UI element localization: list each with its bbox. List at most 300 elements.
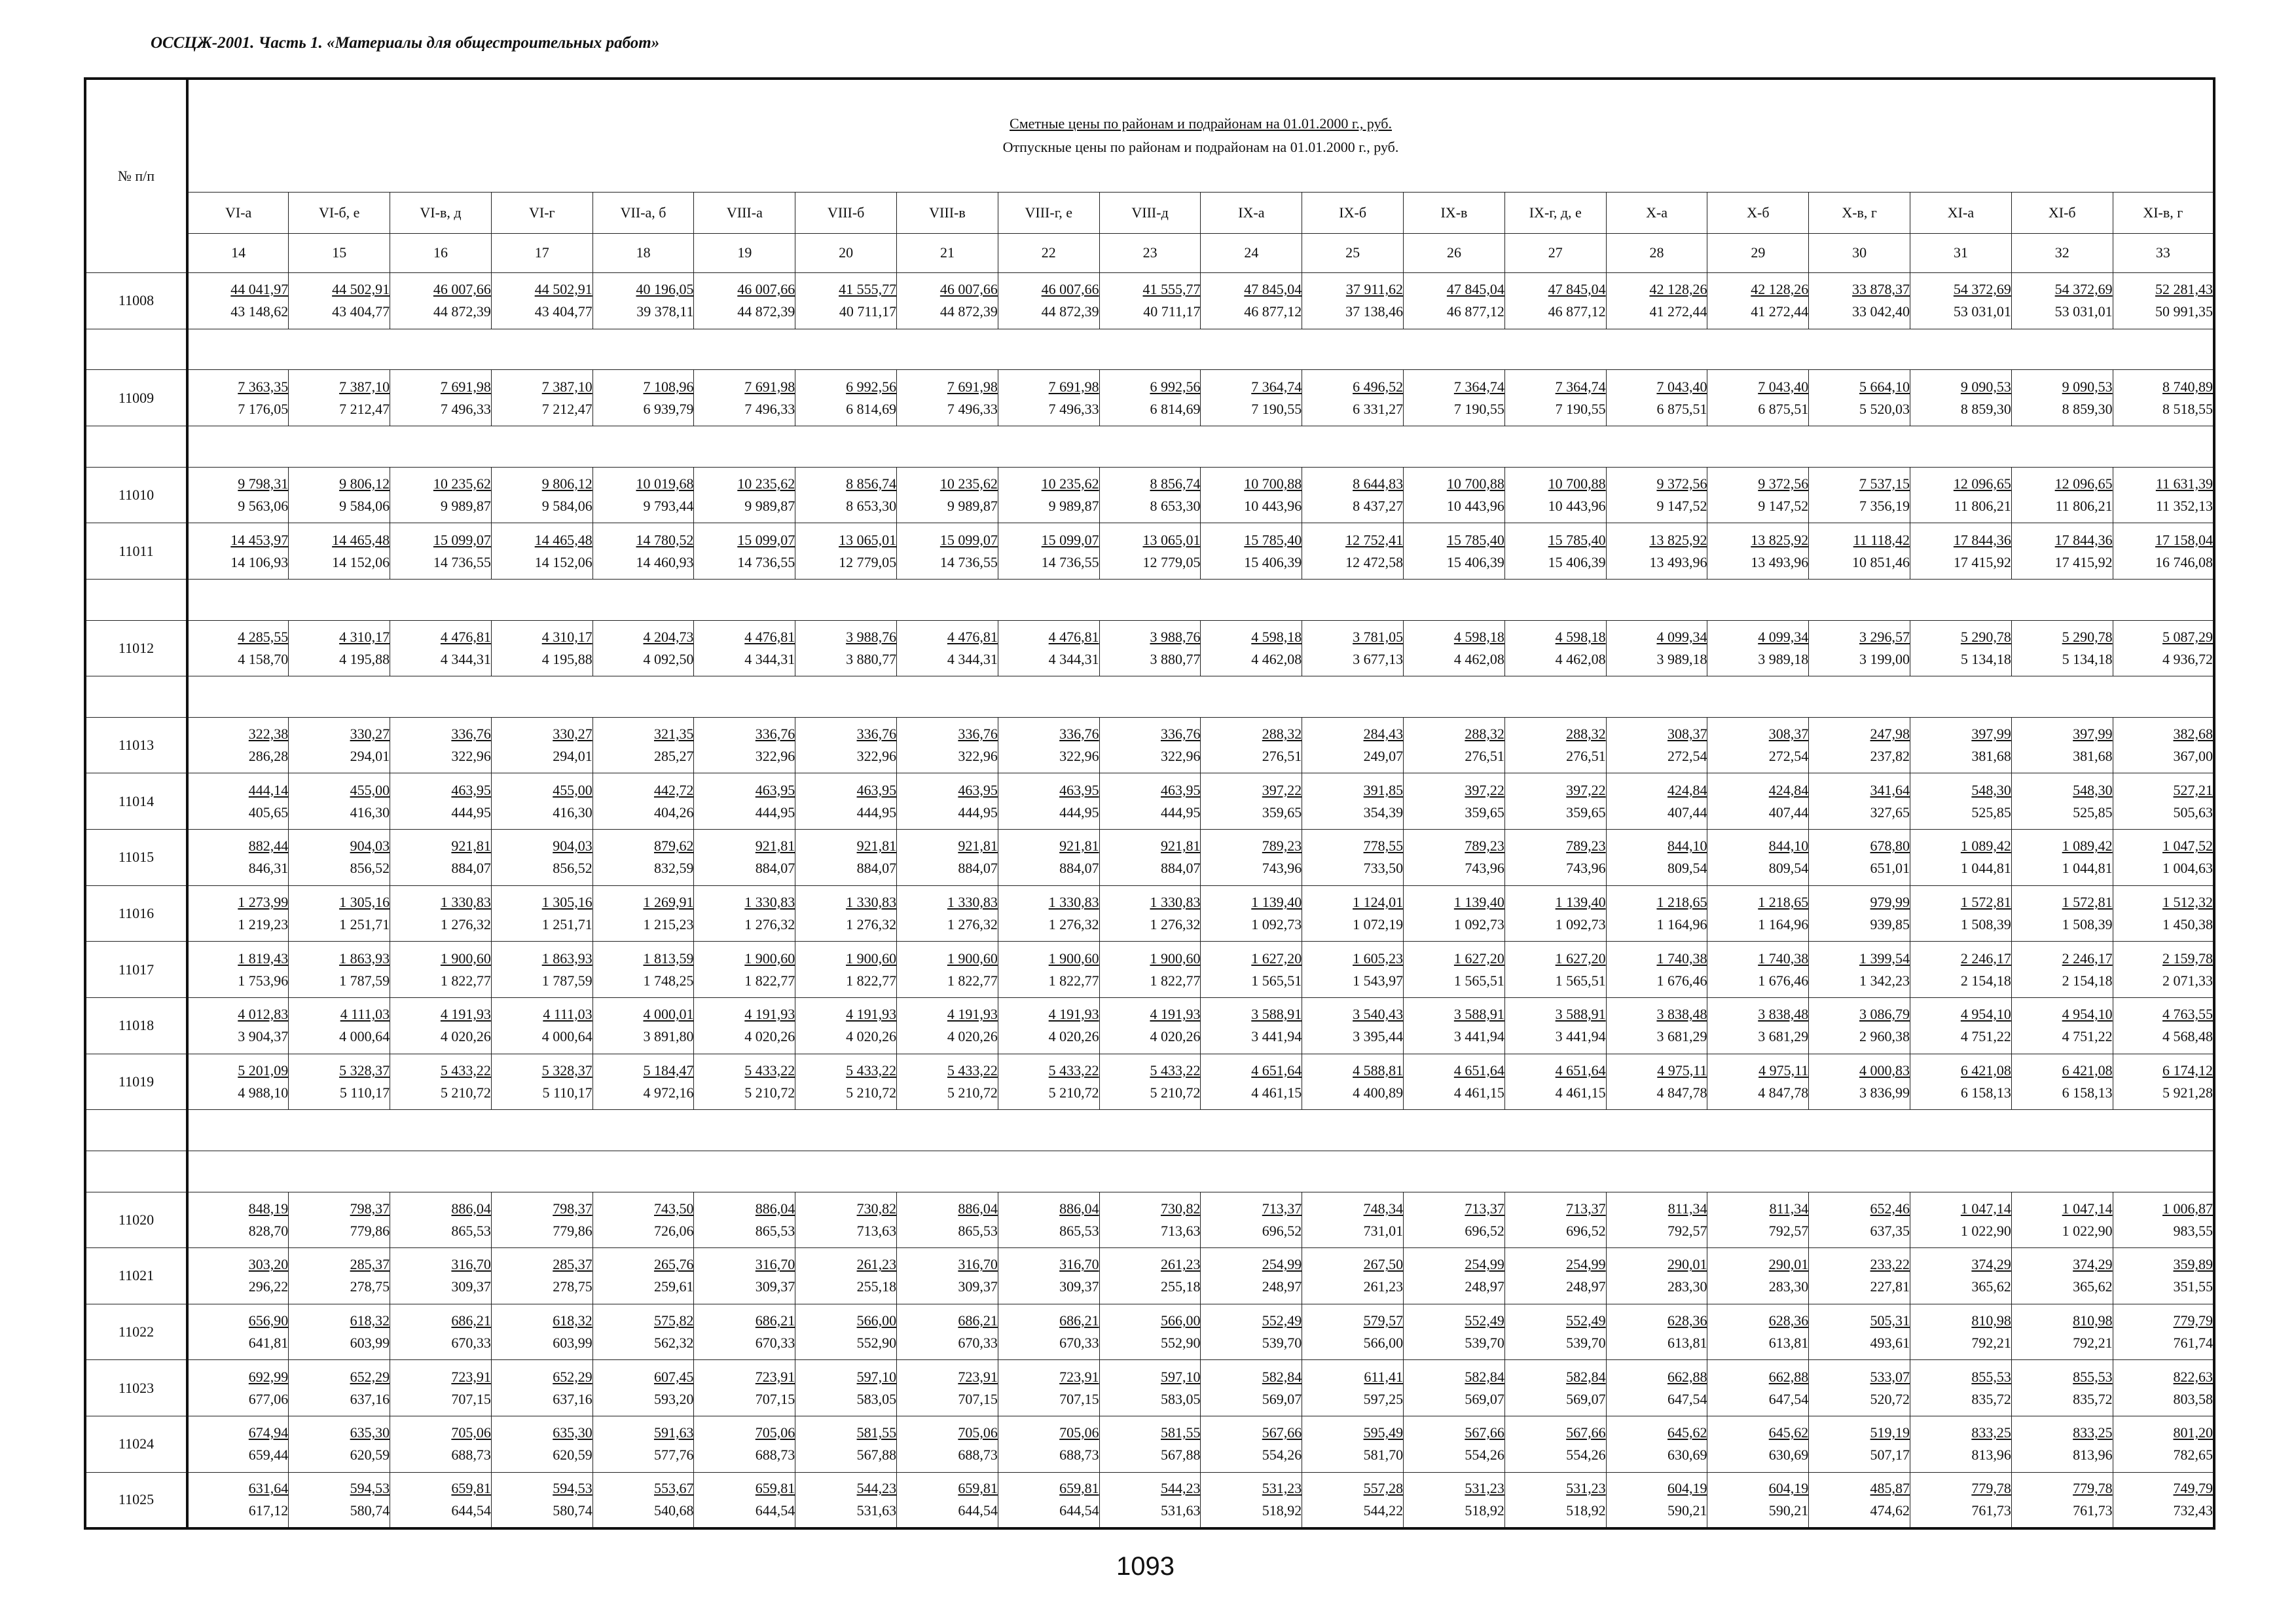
release-price: 43 148,62 <box>230 303 289 320</box>
estimate-price: 15 785,40 <box>1244 531 1302 548</box>
price-cell <box>795 830 897 886</box>
release-price: 255,18 <box>1160 1278 1201 1295</box>
release-price: 9 989,87 <box>947 497 998 514</box>
estimate-price: 723,91 <box>755 1368 795 1385</box>
estimate-price: 10 235,62 <box>737 475 795 492</box>
estimate-price: 4 588,81 <box>1353 1061 1404 1079</box>
estimate-price: 723,91 <box>1059 1368 1099 1385</box>
release-price: 792,21 <box>2073 1335 2113 1352</box>
release-price: 552,90 <box>856 1335 897 1352</box>
estimate-price: 46 007,66 <box>1041 281 1099 298</box>
estimate-price: 12 752,41 <box>1345 531 1404 548</box>
price-cell <box>1099 885 1201 942</box>
release-price: 46 877,12 <box>1548 303 1606 320</box>
release-price: 1 092,73 <box>1555 916 1606 933</box>
row-number: 11021 <box>85 1248 187 1304</box>
release-price: 603,99 <box>553 1335 592 1352</box>
price-cell <box>897 370 998 426</box>
release-price: 1 092,73 <box>1453 916 1504 933</box>
release-price: 1 342,23 <box>1859 972 1910 989</box>
release-price: 381,68 <box>1971 748 2011 765</box>
row-number: 11009 <box>85 370 187 426</box>
price-cell <box>187 1248 289 1304</box>
estimate-price: 254,99 <box>1566 1256 1606 1273</box>
price-cell <box>390 467 492 523</box>
estimate-price: 678,80 <box>1870 838 1910 855</box>
release-price: 6 939,79 <box>643 400 694 417</box>
estimate-price: 284,43 <box>1363 726 1404 743</box>
price-cell <box>1606 997 1707 1054</box>
release-price: 4 020,26 <box>846 1028 897 1045</box>
estimate-price: 7 364,74 <box>1555 378 1606 395</box>
release-price: 554,26 <box>1262 1447 1302 1464</box>
price-cell <box>2113 885 2214 942</box>
price-cell <box>1302 1304 1404 1360</box>
estimate-price: 10 019,68 <box>636 475 694 492</box>
price-cell <box>592 1054 694 1110</box>
table-row <box>85 620 2214 676</box>
estimate-price: 531,23 <box>1465 1480 1504 1497</box>
release-price: 803,58 <box>2173 1390 2213 1407</box>
estimate-price: 886,04 <box>1059 1200 1099 1217</box>
price-cell <box>998 1248 1099 1304</box>
estimate-price: 1 900,60 <box>1150 950 1201 967</box>
release-price: 327,65 <box>1870 803 1910 821</box>
price-cell <box>2011 1360 2113 1416</box>
estimate-price: 548,30 <box>2073 781 2113 798</box>
price-cell <box>1707 467 1809 523</box>
price-cell <box>390 370 492 426</box>
price-cell <box>390 523 492 580</box>
price-cell <box>1404 717 1505 773</box>
column-number: 30 <box>1809 233 1910 273</box>
estimate-price: 7 043,40 <box>1758 378 1809 395</box>
price-cell <box>1201 1248 1302 1304</box>
release-price: 630,69 <box>1667 1447 1707 1464</box>
price-cell <box>1910 620 2012 676</box>
estimate-price: 4 651,64 <box>1251 1061 1302 1079</box>
estimate-price: 424,84 <box>1667 781 1707 798</box>
release-price: 865,53 <box>1059 1222 1099 1239</box>
release-price: 590,21 <box>1768 1502 1809 1519</box>
price-cell <box>1707 1472 1809 1528</box>
estimate-price: 7 691,98 <box>1048 378 1099 395</box>
estimate-price: 833,25 <box>2073 1424 2113 1441</box>
estimate-price: 713,37 <box>1262 1200 1302 1217</box>
estimate-price: 659,81 <box>755 1480 795 1497</box>
estimate-price: 779,78 <box>1971 1480 2011 1497</box>
release-price: 9 147,52 <box>1758 497 1809 514</box>
row-number: 11018 <box>85 997 187 1054</box>
release-price: 554,26 <box>1465 1447 1504 1464</box>
estimate-price: 265,76 <box>653 1256 694 1273</box>
estimate-price: 47 845,04 <box>1244 281 1302 298</box>
estimate-price: 4 310,17 <box>541 628 592 645</box>
release-price: 9 989,87 <box>1048 497 1099 514</box>
estimate-price: 463,95 <box>755 781 795 798</box>
release-price: 792,57 <box>1768 1222 1809 1239</box>
price-cell <box>897 1472 998 1528</box>
price-cell <box>1809 620 1910 676</box>
estimate-price: 254,99 <box>1465 1256 1504 1273</box>
release-price: 7 190,55 <box>1555 400 1606 417</box>
price-cell <box>2113 717 2214 773</box>
price-cell <box>592 273 694 329</box>
table-row <box>85 1360 2214 1416</box>
estimate-price: 879,62 <box>653 838 694 855</box>
estimate-price: 4 111,03 <box>340 1006 390 1023</box>
price-cell <box>2011 523 2113 580</box>
estimate-price: 290,01 <box>1667 1256 1707 1273</box>
caption-release: Отпускные цены по районам и подрайонам на 01.01.2000 г., руб. <box>1002 139 1399 156</box>
price-cell <box>1809 1360 1910 1416</box>
price-cell <box>694 942 795 998</box>
release-price: 884,07 <box>755 860 795 877</box>
price-cell <box>795 1192 897 1248</box>
gap-row <box>85 329 2214 370</box>
release-price: 2 154,18 <box>1960 972 2011 989</box>
price-cell <box>187 1192 289 1248</box>
estimate-price: 4 191,93 <box>440 1006 491 1023</box>
price-cell <box>1606 830 1707 886</box>
row-number: 11015 <box>85 830 187 886</box>
estimate-price: 9 090,53 <box>2062 378 2113 395</box>
estimate-price: 582,84 <box>1262 1368 1302 1385</box>
price-cell <box>1809 467 1910 523</box>
price-cell <box>1504 942 1606 998</box>
estimate-price: 652,29 <box>553 1368 592 1385</box>
price-cell <box>2011 1248 2113 1304</box>
estimate-price: 382,68 <box>2173 726 2213 743</box>
table-row <box>85 370 2214 426</box>
estimate-price: 397,99 <box>2073 726 2113 743</box>
release-price: 4 020,26 <box>947 1028 998 1045</box>
release-price: 782,65 <box>2173 1447 2213 1464</box>
estimate-price: 1 819,43 <box>238 950 289 967</box>
release-price: 531,63 <box>1160 1502 1201 1519</box>
release-price: 688,73 <box>958 1447 998 1464</box>
estimate-price: 4 476,81 <box>947 628 998 645</box>
price-cell <box>491 1248 592 1304</box>
price-cell <box>592 1472 694 1528</box>
price-cell <box>187 773 289 830</box>
estimate-price: 4 598,18 <box>1453 628 1504 645</box>
price-cell <box>1809 1416 1910 1473</box>
price-cell <box>390 1360 492 1416</box>
estimate-price: 692,99 <box>248 1368 289 1385</box>
price-cell <box>1302 370 1404 426</box>
release-price: 1 822,77 <box>1150 972 1201 989</box>
estimate-price: 705,06 <box>451 1424 491 1441</box>
row-number: 11024 <box>85 1416 187 1473</box>
price-cell <box>1606 370 1707 426</box>
estimate-price: 723,91 <box>958 1368 998 1385</box>
price-cell <box>1099 773 1201 830</box>
estimate-price: 3 781,05 <box>1353 628 1404 645</box>
estimate-price: 44 502,91 <box>332 281 390 298</box>
price-cell <box>2113 997 2214 1054</box>
price-cell <box>592 1304 694 1360</box>
release-price: 1 044,81 <box>1960 860 2011 877</box>
release-price: 1 092,73 <box>1251 916 1302 933</box>
estimate-price: 285,37 <box>350 1256 390 1273</box>
estimate-price: 5 290,78 <box>2062 628 2113 645</box>
release-price: 4 158,70 <box>238 650 289 667</box>
price-cell <box>998 717 1099 773</box>
estimate-price: 566,00 <box>1160 1312 1201 1329</box>
estimate-price: 1 089,42 <box>2062 838 2113 855</box>
price-cell <box>592 523 694 580</box>
price-cell <box>1404 942 1505 998</box>
estimate-price: 2 246,17 <box>2062 950 2113 967</box>
release-price: 4 461,15 <box>1251 1084 1302 1101</box>
release-price: 4 020,26 <box>1048 1028 1099 1045</box>
price-cell <box>1707 942 1809 998</box>
release-price: 14 152,06 <box>332 553 390 570</box>
estimate-price: 567,66 <box>1465 1424 1504 1441</box>
price-cell <box>1707 773 1809 830</box>
release-price: 5 110,17 <box>542 1084 592 1101</box>
price-cell <box>2011 1416 2113 1473</box>
estimate-price: 13 065,01 <box>1142 531 1201 548</box>
release-price: 249,07 <box>1363 748 1404 765</box>
price-cell <box>491 717 592 773</box>
release-price: 322,96 <box>856 748 897 765</box>
estimate-price: 855,53 <box>1971 1368 2011 1385</box>
release-price: 713,63 <box>1160 1222 1201 1239</box>
release-price: 813,96 <box>2073 1447 2113 1464</box>
price-cell <box>1201 523 1302 580</box>
estimate-price: 3 988,76 <box>846 628 897 645</box>
estimate-price: 40 196,05 <box>636 281 694 298</box>
release-price: 677,06 <box>248 1390 289 1407</box>
estimate-price: 44 041,97 <box>230 281 289 298</box>
estimate-price: 4 191,93 <box>1150 1006 1201 1023</box>
release-price: 309,37 <box>451 1278 491 1295</box>
estimate-price: 3 838,48 <box>1656 1006 1707 1023</box>
estimate-price: 1 572,81 <box>2062 894 2113 911</box>
estimate-price: 7 387,10 <box>339 378 390 395</box>
price-cell <box>390 1472 492 1528</box>
release-price: 651,01 <box>1870 860 1910 877</box>
price-cell <box>795 942 897 998</box>
estimate-price: 544,23 <box>856 1480 897 1497</box>
price-cell <box>1404 467 1505 523</box>
release-price: 1 748,25 <box>643 972 694 989</box>
release-price: 5 134,18 <box>1960 650 2011 667</box>
price-cell <box>2113 370 2214 426</box>
release-price: 381,68 <box>2073 748 2113 765</box>
price-cell <box>1809 1054 1910 1110</box>
price-cell <box>1707 523 1809 580</box>
estimate-price: 628,36 <box>1768 1312 1809 1329</box>
estimate-price: 2 159,78 <box>2162 950 2213 967</box>
estimate-price: 1 900,60 <box>846 950 897 967</box>
price-cell <box>592 717 694 773</box>
release-price: 525,85 <box>2073 803 2113 821</box>
estimate-price: 46 007,66 <box>737 281 795 298</box>
price-cell <box>491 830 592 886</box>
price-cell <box>2113 830 2214 886</box>
estimate-price: 8 644,83 <box>1353 475 1404 492</box>
price-cell <box>1302 523 1404 580</box>
release-price: 637,35 <box>1870 1222 1910 1239</box>
release-price: 7 496,33 <box>744 400 795 417</box>
estimate-price: 579,57 <box>1363 1312 1404 1329</box>
estimate-price: 730,82 <box>856 1200 897 1217</box>
table-caption <box>187 79 2214 192</box>
price-cell <box>1099 1472 1201 1528</box>
release-price: 761,73 <box>1971 1502 2011 1519</box>
price-cell <box>1606 523 1707 580</box>
row-number: 11017 <box>85 942 187 998</box>
release-price: 309,37 <box>755 1278 795 1295</box>
estimate-price: 54 372,69 <box>1953 281 2011 298</box>
price-cell <box>1504 885 1606 942</box>
release-price: 285,27 <box>653 748 694 765</box>
price-cell <box>1504 1472 1606 1528</box>
release-price: 39 378,11 <box>636 303 694 320</box>
estimate-price: 8 856,74 <box>846 475 897 492</box>
gap-cell <box>187 1110 2214 1151</box>
estimate-price: 15 099,07 <box>1041 531 1099 548</box>
release-price: 272,54 <box>1667 748 1707 765</box>
price-cell <box>998 1054 1099 1110</box>
price-cell <box>998 1416 1099 1473</box>
price-cell <box>1606 1360 1707 1416</box>
price-cell <box>897 1416 998 1473</box>
release-price: 7 496,33 <box>1048 400 1099 417</box>
price-cell <box>1606 773 1707 830</box>
release-price: 743,96 <box>1566 860 1606 877</box>
estimate-price: 4 476,81 <box>1048 628 1099 645</box>
release-price: 3 441,94 <box>1251 1028 1302 1045</box>
price-cell <box>1302 1416 1404 1473</box>
estimate-price: 463,95 <box>451 781 491 798</box>
release-price: 7 496,33 <box>440 400 491 417</box>
release-price: 569,07 <box>1566 1390 1606 1407</box>
estimate-price: 7 108,96 <box>643 378 694 395</box>
estimate-price: 597,10 <box>856 1368 897 1385</box>
estimate-price: 42 128,26 <box>1649 281 1707 298</box>
price-cell <box>1201 467 1302 523</box>
release-price: 696,52 <box>1465 1222 1504 1239</box>
estimate-price: 659,81 <box>958 1480 998 1497</box>
release-price: 322,96 <box>958 748 998 765</box>
price-cell <box>1201 1192 1302 1248</box>
release-price: 637,16 <box>350 1390 390 1407</box>
column-number: 31 <box>1910 233 2012 273</box>
estimate-price: 1 863,93 <box>541 950 592 967</box>
price-cell <box>2011 997 2113 1054</box>
price-cell <box>1910 1416 2012 1473</box>
estimate-price: 303,20 <box>248 1256 289 1273</box>
release-price: 6 331,27 <box>1353 400 1404 417</box>
price-cell <box>2113 1416 2214 1473</box>
estimate-price: 44 502,91 <box>534 281 592 298</box>
price-cell <box>289 1192 390 1248</box>
table-row <box>85 997 2214 1054</box>
price-cell <box>1404 773 1505 830</box>
release-price: 276,51 <box>1262 748 1302 765</box>
release-price: 14 106,93 <box>230 553 289 570</box>
estimate-price: 552,49 <box>1465 1312 1504 1329</box>
estimate-price: 4 476,81 <box>744 628 795 645</box>
release-price: 4 020,26 <box>744 1028 795 1045</box>
release-price: 5 210,72 <box>846 1084 897 1101</box>
estimate-price: 921,81 <box>755 838 795 855</box>
estimate-price: 10 700,88 <box>1548 475 1606 492</box>
price-cell <box>1504 830 1606 886</box>
price-cell <box>289 273 390 329</box>
release-price: 2 154,18 <box>2062 972 2113 989</box>
price-cell <box>390 620 492 676</box>
estimate-price: 921,81 <box>856 838 897 855</box>
release-price: 539,70 <box>1465 1335 1504 1352</box>
release-price: 580,74 <box>350 1502 390 1519</box>
release-price: 552,90 <box>1160 1335 1201 1352</box>
estimate-price: 391,85 <box>1363 781 1404 798</box>
release-price: 1 450,38 <box>2162 916 2213 933</box>
release-price: 569,07 <box>1262 1390 1302 1407</box>
release-price: 7 356,19 <box>1859 497 1910 514</box>
estimate-price: 4 975,11 <box>1758 1061 1809 1079</box>
estimate-price: 17 844,36 <box>1953 531 2011 548</box>
price-cell <box>1504 773 1606 830</box>
document-header: ОССЦЖ-2001. Часть 1. «Материалы для общестроительных работ» <box>151 34 660 52</box>
price-cell <box>2011 1054 2113 1110</box>
estimate-price: 4 191,93 <box>846 1006 897 1023</box>
release-price: 544,22 <box>1363 1502 1404 1519</box>
release-price: 4 568,48 <box>2162 1028 2213 1045</box>
release-price: 9 147,52 <box>1656 497 1707 514</box>
price-cell <box>1504 620 1606 676</box>
price-cell <box>1504 273 1606 329</box>
release-price: 1 565,51 <box>1251 972 1302 989</box>
price-cell <box>795 1054 897 1110</box>
price-cell <box>1201 620 1302 676</box>
estimate-price: 14 465,48 <box>332 531 390 548</box>
estimate-price: 4 310,17 <box>339 628 390 645</box>
estimate-price: 5 433,22 <box>440 1061 491 1079</box>
estimate-price: 11 631,39 <box>2155 475 2213 492</box>
estimate-price: 686,21 <box>451 1312 491 1329</box>
price-cell <box>2011 1472 2113 1528</box>
release-price: 731,01 <box>1363 1222 1404 1239</box>
release-price: 884,07 <box>1059 860 1099 877</box>
release-price: 474,62 <box>1870 1502 1910 1519</box>
estimate-price: 336,76 <box>958 726 998 743</box>
price-cell <box>1910 467 2012 523</box>
release-price: 3 677,13 <box>1353 650 1404 667</box>
estimate-price: 267,50 <box>1363 1256 1404 1273</box>
release-price: 5 110,17 <box>339 1084 390 1101</box>
estimate-price: 618,32 <box>350 1312 390 1329</box>
price-cell <box>1404 1304 1505 1360</box>
release-price: 3 441,94 <box>1555 1028 1606 1045</box>
price-cell <box>1404 370 1505 426</box>
estimate-price: 1 863,93 <box>339 950 390 967</box>
release-price: 44 872,39 <box>1041 303 1099 320</box>
estimate-price: 290,01 <box>1768 1256 1809 1273</box>
estimate-price: 1 740,38 <box>1656 950 1707 967</box>
price-cell <box>2113 273 2214 329</box>
price-cell <box>1201 830 1302 886</box>
estimate-price: 308,37 <box>1768 726 1809 743</box>
release-price: 4 462,08 <box>1555 650 1606 667</box>
release-price: 3 891,80 <box>643 1028 694 1045</box>
column-number: 32 <box>2011 233 2113 273</box>
